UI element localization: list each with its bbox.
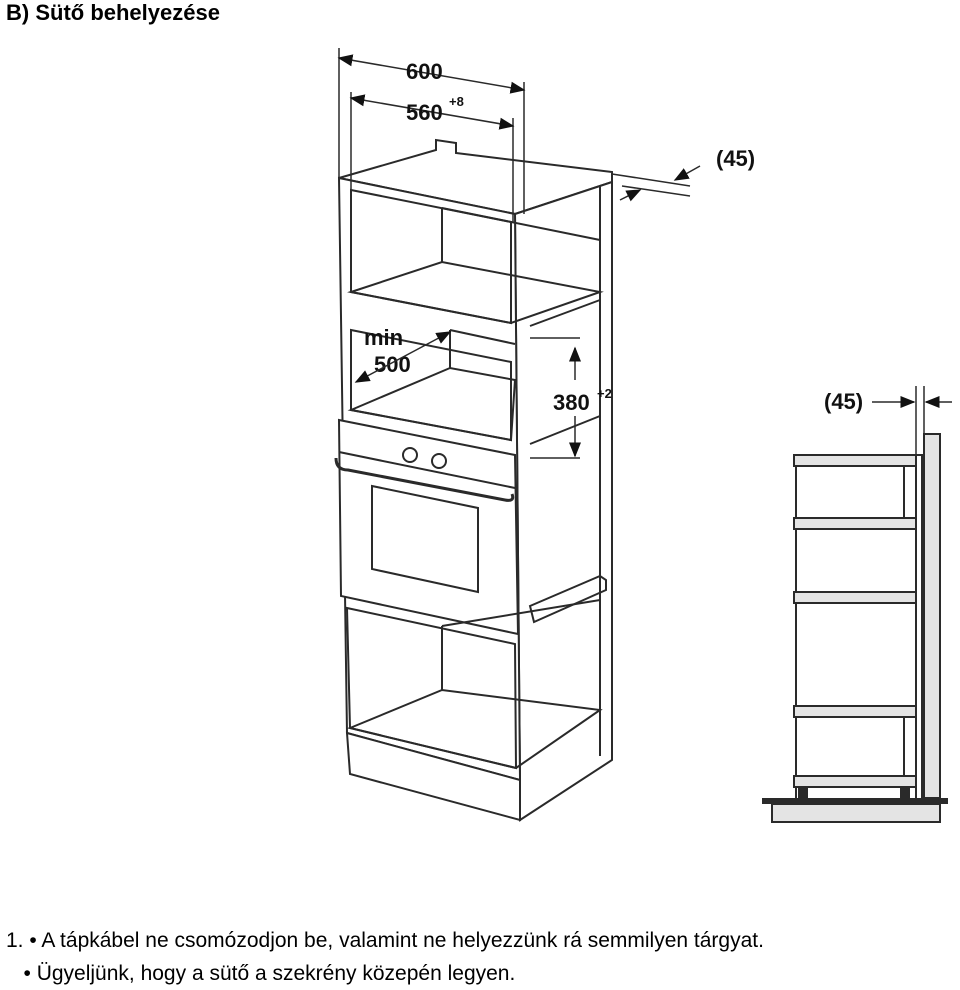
shelf-1	[794, 455, 916, 466]
tall-cabinet	[336, 140, 612, 820]
dim-560-label: 560	[406, 100, 443, 125]
oven-front	[339, 420, 518, 634]
dim-560-tolerance: +8	[449, 94, 464, 109]
dim-45-top-label: (45)	[716, 146, 756, 171]
shelf-4	[794, 706, 916, 717]
side-section-view	[762, 434, 948, 822]
note-line-1: 1. • A tápkábel ne csomózodjon be, valamint ne helyezzünk rá semmilyen tárgyat.	[6, 929, 764, 952]
section-heading: B) Sütő behelyezése	[6, 0, 220, 25]
shelf-3	[794, 592, 916, 603]
dim-500-label: 500	[374, 352, 411, 377]
dim-45-side-label: (45)	[824, 389, 864, 414]
back-wall	[924, 434, 940, 798]
dim-600-label: 600	[406, 59, 443, 84]
floor-block	[772, 804, 940, 822]
dim-min-label: min	[364, 325, 404, 350]
shelf-5	[794, 776, 916, 787]
shelf-2	[794, 518, 916, 529]
installation-notes	[6, 924, 764, 990]
dimension-gap-top	[612, 146, 755, 200]
note-line-2: • Ügyeljünk, hogy a sütő a szekrény közepén legyen.	[6, 962, 516, 985]
dim-380-tolerance: +2	[597, 386, 612, 401]
dim-380-label: 380	[553, 390, 590, 415]
